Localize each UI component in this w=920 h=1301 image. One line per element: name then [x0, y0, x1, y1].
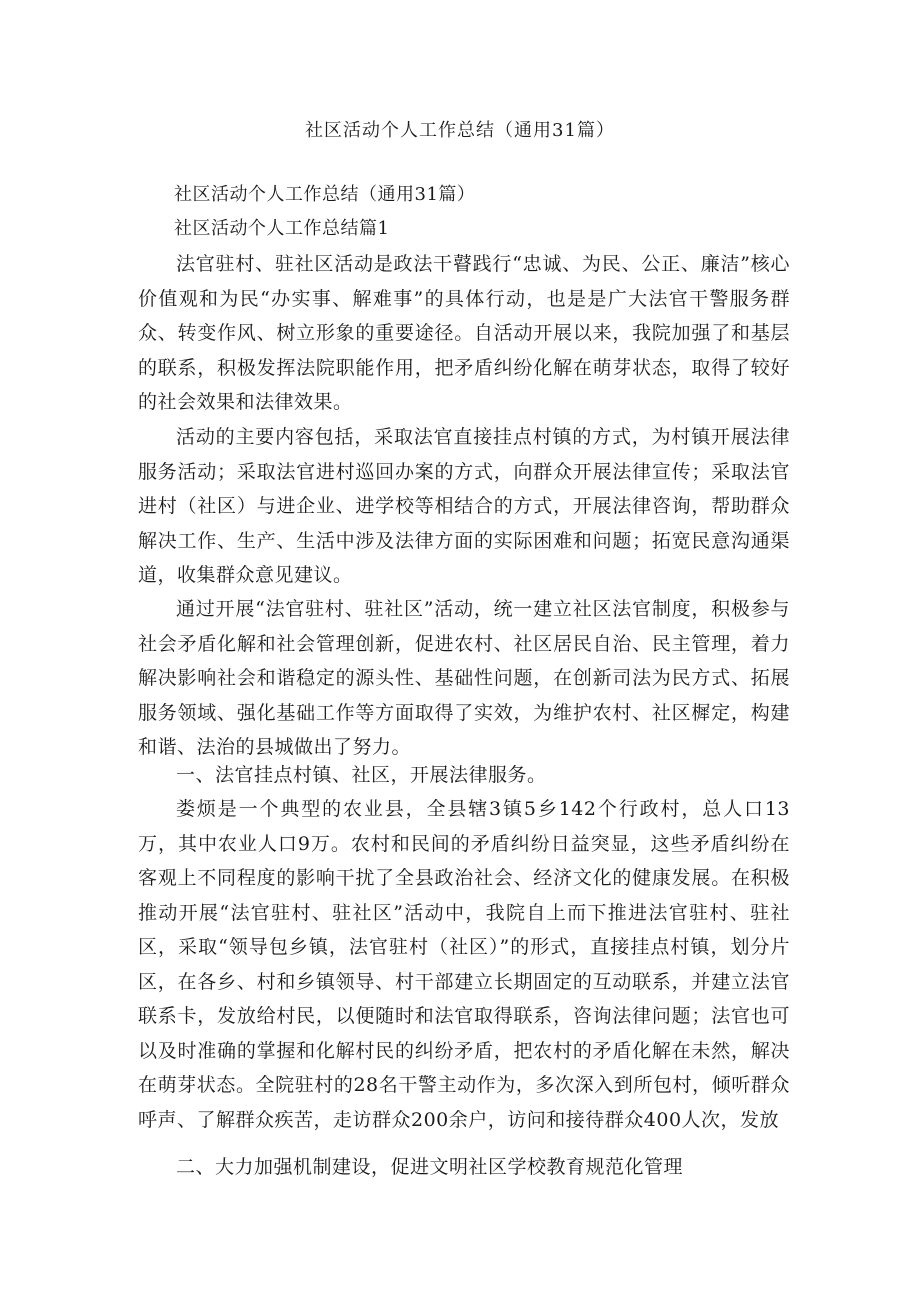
section-title: 社区活动个人工作总结篇1 — [174, 218, 390, 239]
paragraph-1: 法官驻村、驻社区活动是政法干瞽践行“忠诚、为民、公正、廉洁”核心价值观和为民“办实事、解难事”的具体行动，也是是广大法官干警服务群众、转变作风、树立形象的重要途径。自活动开展以来，我院加强了和基层的联系，积极发挥法院职能作用，把矛盾纠纷化解在萌芽状态，取得了较好的社会效果和法律效果。 — [138, 253, 790, 413]
document-title: 社区活动个人工作总结（通用31篇） — [305, 120, 615, 141]
paragraph-2: 活动的主要内容包括，采取法官直接挂点村镇的方式，为村镇开展法律服务活动；采取法官进村巡回办案的方式，向群众开展法律宣传；采取法官进村（社区）与进企业、进学校等相结合的方式，开展法律咨询，帮助群众解决工作、生产、生活中涉及法律方面的实际困难和问题；拓宽民意沟通渠道，收集群众意见建议。 — [138, 426, 790, 586]
heading-section-2: 二、大力加强机制建设，促进文明社区学校教育规范化管理 — [176, 1156, 684, 1178]
paragraph-3: 通过开展“法官驻村、驻社区”活动，统一建立社区法官制度，积极参与社会矛盾化解和社会管理创新，促进农村、社区居民自治、民主管理，着力解决影响社会和谐稳定的源头性、基础性问题，在创新司法为民方式、拓展服务领域、强化基础工作等方面取得了实效，为维护农村、社区樨定，构建和谐、法治的县城做出了努力。 — [138, 598, 790, 758]
heading-section-1: 一、法官挂点村镇、社区，开展法律服务。 — [176, 764, 547, 786]
document-subtitle: 社区活动个人工作总结（通用31篇） — [174, 184, 476, 205]
paragraph-4: 娄烦是一个典型的农业县，全县辖3镇5乡142个行政村，总人口13万，其中农业人口9万。农村和民间的矛盾纠纷日益突显，这些矛盾纠纷在客观上不同程度的影响干扰了全县政治社会、经济文化的健康发展。在积极推动开展“法官驻村、驻社区”活动中，我院自上而下推进法官驻村、驻社区，采取“领导包乡镇，法官驻村（社区）”的形式，直接挂点村镇，划分片区，在各乡、村和乡镇领导、村干部建立长期固定的互动联系，并建立法官联系卡，发放给村民，以便随时和法官取得联系，咨询法律问题；法官也可以及时准确的掌握和化解村民的纠纷矛盾，把农村的矛盾化解在未然，解决在萌芽状态。全院驻村的28名干警主动作为，多次深入到所包村，倾听群众呼声、了解群众疾苦，走访群众200余户，访问和接待群众400人次，发放 — [138, 798, 790, 1131]
